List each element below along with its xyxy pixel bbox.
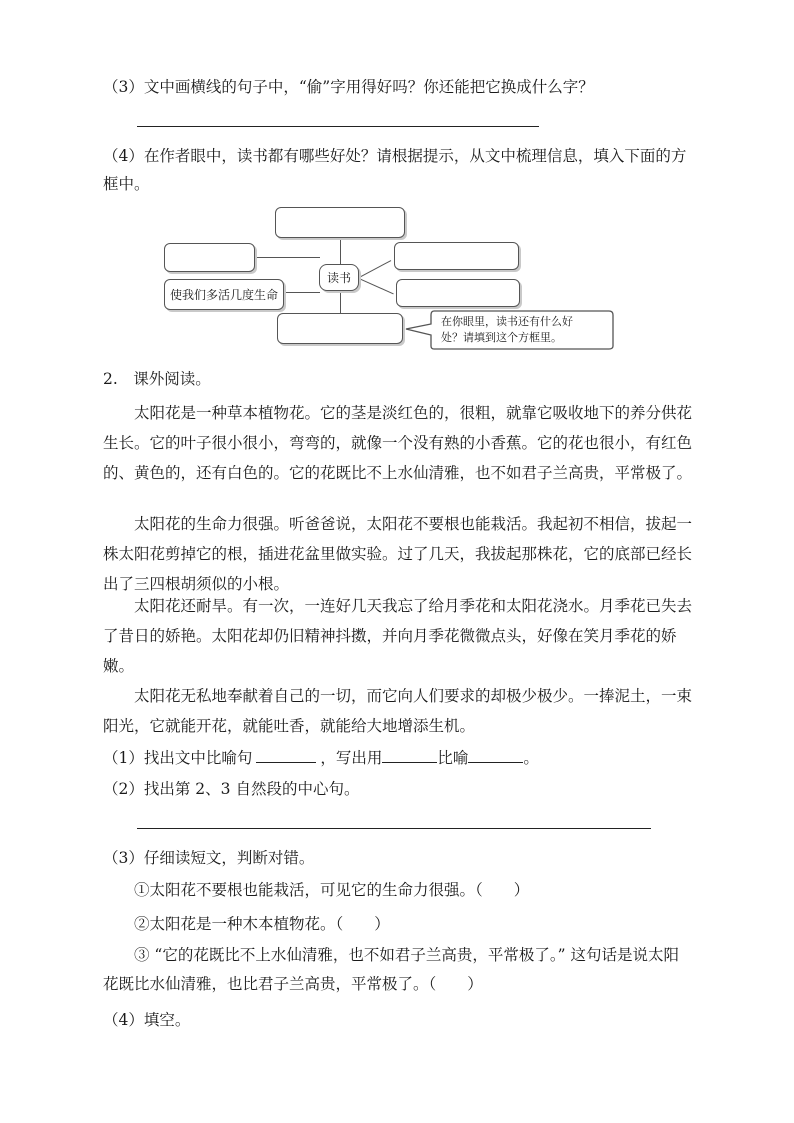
question-2-1-part-c: 比喻: [437, 749, 469, 767]
connector-right-bottom: [358, 278, 393, 295]
answer-box-right-bottom[interactable]: [396, 279, 520, 307]
blank-simile[interactable]: [256, 748, 316, 763]
judge-item-3[interactable]: ③ “它的花既比不上水仙清雅，也不如君子兰高贵，平常极了。” 这句话是说太阳花既比水仙清雅，也比君子兰高贵，平常极了。（ ）: [103, 946, 679, 993]
question-2-1-part-d: 。: [523, 749, 539, 767]
question-2-3: （3）仔细读短文，判断对错。: [103, 849, 315, 867]
judge-item-1[interactable]: ①太阳花不要根也能栽活，可见它的生命力很强。（ ）: [134, 881, 530, 899]
question-2-1: [103, 748, 539, 768]
answer-box-left[interactable]: [164, 243, 255, 272]
given-benefit-box: [164, 279, 284, 310]
question-2-1-part-b: ，写出用: [320, 749, 383, 767]
question-2-4: （4）填空。: [103, 1011, 191, 1029]
connector-left-top: [255, 257, 320, 258]
connector-right-top: [359, 260, 391, 278]
blank-using[interactable]: [382, 748, 437, 763]
passage-paragraph-3: 太阳花还耐旱。有一次，一连好几天我忘了给月季花和太阳花浇水。月季花已失去了昔日的娇艳。太阳花却仍旧精神抖擞，并向月季花微微点头，好像在笑月季花的娇嫩。: [103, 597, 693, 675]
reading-benefits-diagram: [0, 0, 794, 360]
passage-paragraph-2: 太阳花的生命力很强。听爸爸说，太阳花不要根也能栽活。我起初不相信，拔起一株太阳花剪掉它的根，插进花盆里做实验。过了几天，我拔起那株花，它的底部已经长出了三四根胡须似的小根。: [103, 515, 693, 593]
passage-paragraph-1: 太阳花是一种草本植物花。它的茎是淡红色的，很粗，就靠它吸收地下的养分供花生长。它的叶子很小很小，弯弯的，就像一个没有熟的小香蕉。它的花也很小，有红色的、黄色的，还有白色的。它的花既比不上水仙清雅，也不如君子兰高贵，平常极了。: [103, 404, 693, 482]
given-benefit-text: 使我们多活几度生命: [169, 288, 278, 302]
center-text: 读书: [326, 271, 351, 285]
callout-text: 在你眼里，读书还有什么好 处？请填到这个方框里。: [441, 315, 573, 344]
connector-bottom: [340, 288, 341, 314]
judge-item-2[interactable]: ②太阳花是一种木本植物花。（ ）: [134, 915, 390, 933]
answer-box-bottom[interactable]: [277, 313, 403, 344]
answer-line-2-2[interactable]: [137, 828, 651, 829]
passage-paragraph-4: 太阳花无私地奉献着自己的一切，而它向人们要求的却极少极少。一捧泥土，一束阳光，它就能开花，就能吐香，就能给大地增添生机。: [103, 687, 693, 735]
answer-box-right-top[interactable]: [394, 242, 519, 270]
question-2-2: （2）找出第 2、3 自然段的中心句。: [103, 780, 360, 798]
section-2-title: 2. 课外阅读。: [103, 370, 211, 388]
answer-box-top[interactable]: [275, 207, 405, 238]
question-1-3: （3）文中画横线的句子中，“偷”字用得好吗？你还能把它换成什么字？: [103, 78, 594, 96]
center-box: [319, 264, 359, 291]
question-2-1-part-a: （1）找出文中比喻句: [103, 749, 253, 767]
question-1-4-line2: 框中。: [103, 175, 150, 193]
blank-compare[interactable]: [468, 748, 523, 763]
connector-top: [340, 238, 341, 266]
question-1-4-line1: （4）在作者眼中，读书都有哪些好处？请根据提示，从文中梳理信息，填入下面的方: [103, 147, 687, 165]
